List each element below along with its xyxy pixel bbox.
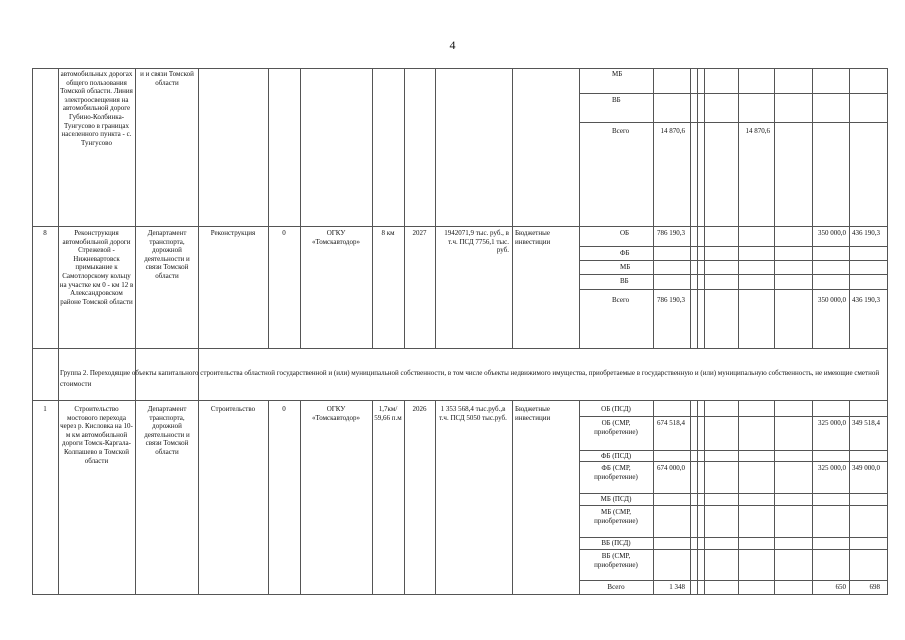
fund-label: МБ — [620, 263, 631, 271]
year-value: 14 870,6 — [745, 127, 770, 135]
total-value: 786 190,3 — [657, 229, 685, 237]
fund-label: ВБ — [612, 96, 621, 104]
fund-label: ФБ — [620, 249, 630, 257]
fund-label: МБ (ПСД) — [600, 495, 632, 503]
year-value: 349 518,4 — [852, 419, 880, 427]
fund-label: ФБ (ПСД) — [600, 452, 632, 460]
fund-label: ФБ (СМР, приобретение) — [594, 464, 638, 481]
year-value: 350 000,0 — [818, 296, 846, 304]
year-value: 349 000,0 — [852, 464, 880, 472]
zero-value: 0 — [282, 229, 286, 237]
zero-value: 0 — [282, 405, 286, 413]
object-name: автомобильных дорогах общего пользования Томской области. Линия электроосвещения на автомобильной дороге Губино-Колбинка-Тунгусово в границах населенного пункта - с. Тунгусово — [60, 70, 133, 147]
work-type: Строительство — [210, 405, 256, 413]
fund-label: ОБ (СМР, приобретение) — [594, 419, 638, 436]
fund-label: ОБ (ПСД) — [601, 405, 631, 413]
customer: ОГКУ «Томскавтодор» — [311, 405, 360, 422]
capacity: 8 км — [381, 229, 395, 237]
fund-label: МБ — [612, 70, 623, 78]
group-2-header: Группа 2. Переходящие объекты капитального строительства областной государственной и (или) муниципальной собственности, в том числе объекты недвижимого имущества, приобретаемые в государственную и (или) муниципальную собственность, не имеющие сметной стоимости — [60, 369, 880, 388]
fund-label: Всего — [612, 296, 630, 304]
fund-label: ОБ — [620, 229, 630, 237]
year: 2026 — [412, 405, 427, 413]
fund-label: МБ (СМР, приобретение) — [594, 508, 638, 525]
year-value: 698 — [869, 583, 880, 591]
total-value: 786 190,3 — [657, 296, 685, 304]
capacity: 1,7км/ 59,66 п.м — [374, 405, 402, 422]
fund-label: ВБ (ПСД) — [601, 539, 631, 547]
fund-label: ВБ — [620, 277, 629, 285]
investment-type: Бюджетные инвестиции — [515, 229, 551, 246]
department: Департамент транспорта, дорожной деятельности и связи Томской области — [144, 405, 190, 456]
department: и и связи Томской области — [140, 70, 194, 87]
row-number: 1 — [43, 405, 47, 413]
object-name: Строительство мостового перехода через р. Кисловка на 10-м км автомобильной дороги Томск-Каргала-Колпашево в Томской области — [60, 405, 133, 465]
work-type: Реконструкция — [210, 229, 256, 237]
year-value: 350 000,0 — [818, 229, 846, 237]
customer: ОГКУ «Томскавтодор» — [311, 229, 360, 246]
total-value: 14 870,6 — [660, 127, 685, 135]
year-value: 436 190,3 — [852, 229, 880, 237]
fund-label: ВБ (СМР, приобретение) — [594, 552, 638, 569]
total-value: 674 518,4 — [657, 419, 685, 427]
estimated-cost: 1942071,9 тыс. руб., в т.ч. ПСД 7756,1 тыс. руб. — [444, 229, 509, 255]
fund-label: Всего — [607, 583, 625, 591]
year-value: 325 000,0 — [818, 419, 846, 427]
year-value: 325 000,0 — [818, 464, 846, 472]
total-value: 674 000,0 — [657, 464, 685, 472]
investment-type: Бюджетные инвестиции — [515, 405, 551, 422]
year-value: 436 190,3 — [852, 296, 880, 304]
department: Департамент транспорта, дорожной деятельности и связи Томской области — [144, 229, 190, 280]
total-value: 1 348 — [669, 583, 685, 591]
object-name: Реконструкция автомобильной дороги Стрежевой - Нижневартовск примыкание к Самотлорскому кольцу на участке км 0 - км 12 в Александровском районе Томской области — [59, 229, 134, 306]
year: 2027 — [412, 229, 427, 237]
row-number: 8 — [43, 229, 47, 237]
page-number: 4 — [449, 38, 456, 52]
fund-label: Всего — [612, 127, 630, 135]
year-value: 650 — [835, 583, 846, 591]
estimated-cost: 1 353 568,4 тыс.руб.,в т.ч. ПСД 5050 тыс.руб. — [439, 405, 507, 422]
